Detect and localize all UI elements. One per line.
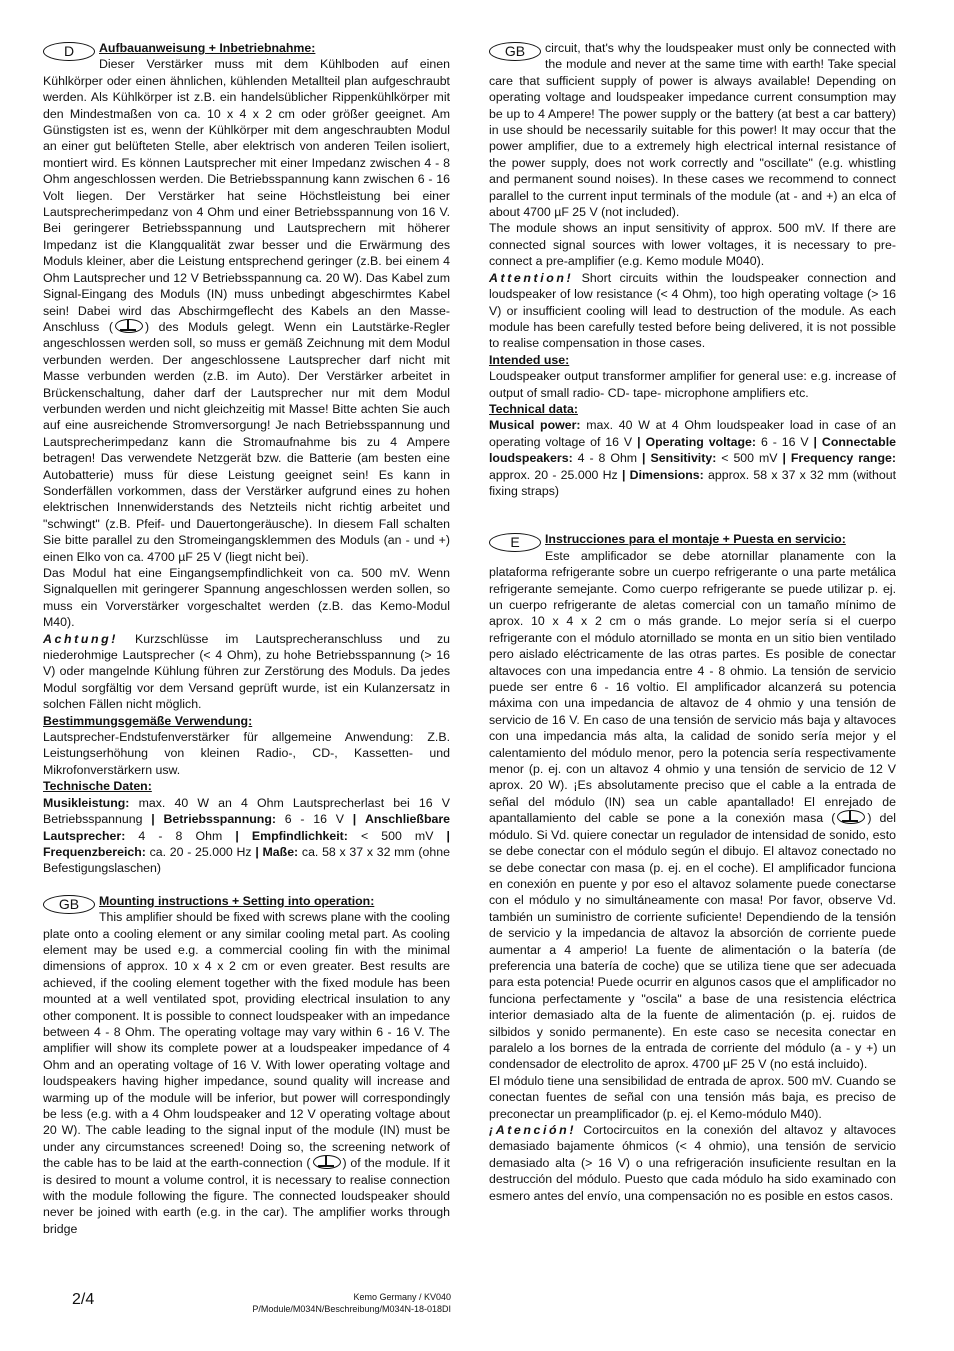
language-badge-gb: GB [43, 895, 95, 914]
tech-label-sensitivity-gb: Sensitivity: [650, 451, 717, 466]
tech-label-music-power-gb: Musical power: [489, 418, 581, 433]
language-badge-gb-continued: GB [489, 42, 541, 61]
section-title-de: Aufbauanweisung + Inbetriebnahme: [99, 41, 316, 55]
intro-text-gb-part1: This amplifier should be fixed with screws plane with the cooling plate onto a cooling element or any similar cooling metal part. As cooling element may be used e.g. a commercial cooling fin with the minimal dimensions of approx. 10 x 4 x 2 cm or even greater. Best results are achieved, if the cooling element together with the fixed module has been mounted at a well ventilated spot, providing electrical insulation to any other component. It is possible to connect loudspeaker with an impedance between 4 - 8 Ohm. The operating voltage may vary within 6 - 16 V. The amplifier will show its complete power at a loudspeaker impedance of 4 Ohm and an operating voltage of 16 V. With lower operating voltage and loudspeakers having higher impedance, sound quality will increase and warming up of the module will be inferior, but power will correspondingly be less (e.g. with a 4 Ohm loudspeaker and 12 V operating voltage about 20 W). The cable leading to the signal input of the module (IN) must be under any circumstances screened! Doing so, the screening network of the cable has to be laid at the earth-connection ( [43, 910, 450, 1171]
tech-label-frequency-gb: Frequency range: [790, 451, 896, 466]
tech-data-heading-gb: Technical data: [489, 401, 578, 416]
section-english [43, 893, 450, 1238]
tech-value-voltage-de: 6 - 16 V [284, 812, 344, 827]
tech-value-music-power-de: max. 40 W an 4 Ohm Lautsprecherlast bei 16 V Betriebsspannung [43, 795, 450, 827]
section-german [43, 40, 450, 877]
tech-value-speakers-de: 4 - 8 Ohm [138, 828, 223, 843]
intro-text-gb-part2: ) of the module. If it is desired to mount a volume control, it is necessary to realise connection with the module following the figure. The connected loudspeaker should never be joined with earth (e.g. in the car). The amplifier works through bridge [43, 1156, 450, 1236]
body-text-gb-continued: circuit, that's why the loudspeaker must only be connected with the module and never at the same time with earth! Take special care that sufficient supply of power is always available! Depending on operating voltage and loudspeaker impedance current consumption may be up to 4 Ampere! The power supply or the battery (at best a car battery) in use should be necessarily suitable for this power! It may occur that the power amplifier, due to a extremely high electrical internal resistance of the power supply, does not work correctly and "oscillate" (e.g. whistling and permanent sound noises). In these cases we recommend to connect parallel to the current input terminals of the module (at - and +) an elca of about 4700 µF 25 V (not included). [489, 41, 896, 220]
page-number: 2/4 [72, 1291, 95, 1308]
tech-data-gb: Musical power: max. 40 W at 4 Ohm loudspeaker load in case of an operating voltage of 16 V | Operating voltage: 6 - 16 V | Connectable loudspeakers: 4 - 8 Ohm | Sensitivity: < 500 mV | Frequency range: approx. 20 - 25.000 Hz | Dimensions: approx. 58 x 37 x 32 mm (without fixing straps) [489, 418, 897, 498]
intro-text-de-part2: ) des Moduls gelegt. Wenn ein Lautstärke-Regler angeschlossen werden soll, so muss er gemäß Zeichnung mit dem Modul verbunden werden. Der angeschlossene Lautsprecher darf nicht mit Masse verbunden werden (z.B. im Auto). Der Verstärker arbeitet in Brückenschaltung, daher darf der Lautsprecher nur mit dem Modul verbunden werden und nicht gleichzeitig mit Masse! Bitte achten Sie auch auf eine ausreichende Stromversorgung! Je nach Betriebsspannung und Lautsprecherimpedanz kann die Stromaufnahme bis zu 4 Ampere betragen! Das verwendete Netzgerät bzw. die Batterie (am besten eine Autobatterie) muss für diese Leistung geeignet sein! Es kann in Sonderfällen vorkommen, dass der Verstärker aufgrund eines zu hohen elektrischen Innenwiderstands des Netzteils nicht richtig arbeitet und "schwingt" (z.B. Pfeif- und Dauertongeräusche). In diesem Fall schalten Sie bitte parallel zu den Stromeingangsklemmen des Moduls (an - und +) einen Elko von ca. 4700 µF 25 V (liegt nicht bei). [43, 319, 450, 564]
tech-label-speakers-de: Anschließbare Lautsprecher: [43, 812, 451, 843]
warning-paragraph-gb [489, 270, 896, 352]
footer-info [252, 1291, 451, 1315]
intro-text-de-part1: Dieser Verstärker muss mit dem Kühlboden auf einen Kühlkörper oder einen ähnlichen, kühlenden Metallteil plan aufgeschraubt werden. Als Kühlkörper ist z.B. ein handelsüblicher Rippenkühlkörper mit den Mindestmaßen von ca. 10 x 4 x 2 cm oder größer geeignet. Am Günstigsten ist es, wenn der Kühlkörper mit dem angeschraubten Modul an einer gut belüfteten Stelle, aber elektrisch von anderen Teilen isoliert, montiert wird. Es können Lautsprecher mit einer Impedanz zwischen 4 - 8 Ohm angeschlossen werden. Die Betriebsspannung kann zwischen 6 - 16 Volt liegen. Der Verstärker hat seine Höchstleistung bei einer Lautsprecherimpedanz von 4 Ohm und einer Betriebsspannung von 16 V. Bei geringerer Betriebsspannung und Lautsprechern mit höherer Impedanz ist die Klangqualität zwar besser und die Erwärmung des Moduls kleiner, aber die Leistung entsprechend geringer (z.B. bei einem 4 Ohm Lautsprecher und 12 V Betriebsspannung ca. 20 W). Das Kabel zum Signal-Eingang des Moduls (IN) muss unbedingt abgeschirmtes Kabel sein! Dabei wird das Abschirmgeflecht des Kabels an den Masse-Anschluss ( [43, 57, 450, 334]
ground-symbol-icon [115, 319, 143, 333]
footer-line-1: Kemo Germany / KV040 [353, 1292, 451, 1302]
tech-label-sensitivity-de: Empfindlichkeit: [251, 828, 348, 843]
language-badge-es: E [489, 533, 541, 552]
sensitivity-text-es: El módulo tiene una sensibilidad de entrada de aprox. 500 mV. Cuando se conectan fuentes de señal con una tensión más baja, es preciso de preconectar un preamplificador (p. ej. el Kemo-módulo M40). [489, 1073, 896, 1121]
ground-symbol-icon [313, 1155, 341, 1169]
tech-label-dimensions-gb: Dimensions: [629, 467, 704, 482]
tech-value-dimensions-de: ca. 58 x 37 x 32 mm (ohne Befestigungslaschen) [43, 844, 450, 876]
section-title-gb: Mounting instructions + Setting into operation: [99, 893, 375, 908]
warning-label-es: ¡Atención! [489, 1123, 577, 1137]
tech-value-frequency-de: ca. 20 - 25.000 Hz [149, 844, 252, 859]
tech-data-de: Musikleistung: max. 40 W an 4 Ohm Lautsprecherlast bei 16 V Betriebsspannung | Betriebsspannung: 6 - 16 V | Anschließbare Lautsprecher: 4 - 8 Ohm | Empfindlichkeit: < 500 mV | Frequenzbereich: ca. 20 - 25.000 Hz | Maße: ca. 58 x 37 x 32 mm (ohne Befestigungslaschen) [43, 795, 451, 876]
ground-symbol-icon [837, 810, 865, 824]
section-english-continued [489, 40, 896, 499]
tech-value-frequency-gb: approx. 20 - 25.000 Hz [489, 467, 618, 482]
intended-use-heading-de: Bestimmungsgemäße Verwendung: [43, 713, 253, 728]
tech-label-speakers-gb: Connectable loudspeakers: [489, 434, 896, 466]
warning-label-de: Achtung! [43, 631, 118, 646]
language-badge-de: D [43, 42, 95, 61]
tech-value-sensitivity-de: < 500 mV [360, 828, 434, 843]
tech-label-voltage-gb: Operating voltage: [645, 434, 757, 449]
body-text-es [489, 548, 896, 1073]
tech-value-voltage-gb: 6 - 16 V [760, 434, 809, 449]
sensitivity-text-de: Das Modul hat eine Eingangsempfindlichkeit von ca. 500 mV. Wenn Signalquellen mit geringerer Spannung angeschlossen werden sollen, so muss ein Vorverstärker vorgeschaltet werden (z.B. das Kemo-Modul M40). [43, 566, 450, 630]
warning-paragraph-es [489, 1122, 896, 1204]
warning-text-es: Cortocircuitos en la conexión del altavoz y altavoces demasiado bajamente óhmicos (< 4 ohmio), una tensión de servicio demasiado alta (> 16 V) o una refrigeración insuficiente resultan en la destrucción del módulo. Puesto que cada módulo ha sido examinado con esmero antes del envío, una compensación no es posible en estos casos. [489, 1123, 896, 1203]
warning-paragraph-de [43, 631, 450, 713]
body-text-de [43, 56, 450, 565]
footer-line-2: P/Module/M034N/Beschreibung/M034N-18-018DI [252, 1304, 451, 1314]
tech-data-heading-de: Technische Daten: [43, 779, 152, 794]
body-text-gb [43, 909, 450, 1237]
intended-use-text-de: Lautsprecher-Endstufenverstärker für allgemeine Anwendung: Z.B. Leistungserhöhung von kleinen Radio-, CD-, Kassetten- und Mikrofonverstärkern usw. [43, 730, 450, 777]
tech-value-dimensions-gb: approx. 58 x 37 x 32 mm (without fixing straps) [489, 467, 897, 498]
tech-value-speakers-gb: 4 - 8 Ohm [577, 451, 638, 466]
intended-use-text-gb: Loudspeaker output transformer amplifier for general use: e.g. increase of output of small radio- CD- tape- microphone amplifiers etc. [489, 369, 896, 400]
intro-text-es-part2: ) del módulo. Si Vd. quiere conectar un regulador de intensidad de sonido, esto se debe conectar con el módulo según el dibujo. El altavoz conectado no se debe conectar con masa (p. ej. en el coche). El amplificador funciona en conexión en puente y por eso el altavoz solamente puede conectarse con el módulo y no simultáneamente con masa! Por favor, observe Vd. también un suministro de corriente suficiente! Dependiendo de la tensión de servicio y la impedancia de altavoz la absorción de corriente puede aumentar a 4 amperio! La fuente de alimentación o la batería (de preferencia una batería de coche) que se utiliza tiene que ser adecuada para esta potencia! Puede ocurrir en algunos casos que el amplificador no funciona perfectamente y "oscila" a base de una resistencia eléctrica interior demasiado alta de la fuente de alimentación (p. ej. ruidos de silbidos y sonido permanente). En este caso se necesita conectar en paralelo a los bornes de la entrada de corriente del módulo (a - y +) un condensador de electrolito de aprox. 4700 µF 25 V (no está incluido). [489, 811, 896, 1072]
tech-value-sensitivity-gb: < 500 mV [721, 451, 778, 466]
sensitivity-text-gb: The module shows an input sensitivity of approx. 500 mV. If there are connected signal sources with lower voltages, it is necessary to pre-connect a pre-amplifier (e.g. Kemo module M040). [489, 221, 896, 269]
warning-label-gb: Attention! [489, 270, 574, 285]
warning-text-de: Kurzschlüsse im Lautsprecheranschluss und zu niederohmige Lautsprecher (< 4 Ohm), zu hohe Betriebsspannung (> 16 V) oder mangelnde Kühlung führen zur Zerstörung des Moduls. Da jedes Modul sorgfältig vor dem Versand geprüft wurde, ist ein Kulanzersatz in solchen Fällen nicht möglich. [43, 631, 450, 712]
tech-label-dimensions-de: Maße: [262, 844, 299, 859]
intended-use-heading-gb: Intended use: [489, 352, 570, 367]
tech-label-frequency-de: Frequenzbereich: [43, 844, 146, 859]
right-column [489, 40, 896, 1204]
tech-value-music-power-gb: max. 40 W at 4 Ohm loudspeaker load in case of an operating voltage of 16 V [489, 418, 896, 449]
section-spanish [489, 531, 896, 1204]
left-column [43, 40, 450, 1237]
tech-label-voltage-de: Betriebsspannung: [163, 812, 276, 827]
tech-label-music-power-de: Musikleistung: [43, 795, 130, 810]
warning-text-gb: Short circuits within the loudspeaker connection and loudspeaker of low resistance (< 4 Ohm), too high operating voltage (> 16 V) or insufficient cooling will lead to destruction of the module. As each module has been carefully tested before being delivered, it is not possible to realise compensation in those cases. [489, 270, 896, 351]
intro-text-es-part1: Este amplificador se debe atornillar planamente con la plataforma refrigerante sobre un cuerpo refrigerante o una parte metálica refrigerante semejante. Como cuerpo refrigerante se puede utilizar p. ej. un cuerpo refrigerante de aletas comercial con un tamaño mínimo de aprox. 10 x 4 x 2 cm o más grande. Lo mejor sería si el cuerpo refrigerante con el módulo atornillado se monta en un sitio bien ventilado pero aislado eléctricamente de las otras partes. Es posible de conectar altavoces con una impedancia entre 4 - 8 ohmio. La tensión de servicio puede ser entre 6 - 16 voltio. El amplificador alcanzerá su potencia máxima con una impedancia de altavoz de 4 ohmio y una tensión de servicio de 16 V. En caso de una tensión de servicio más baja y altavoces con una impedancia más alta, la calidad de sonido sería mejor y el calentamiento del módulo menor, pero la potencia sería respectivamente menor (p. ej. con un altavoz 4 ohmio y una tensión de servicio de 12 V aprox. 20 W). ¡Es absolutamente preciso que el cable a la entrada de señal del módulo (IN) sea un cable apantallado! El enrejado de apantallamiento del cable se pone a la conexión masa ( [489, 548, 896, 826]
section-title-es: Instrucciones para el montaje + Puesta en servicio: [545, 532, 846, 547]
